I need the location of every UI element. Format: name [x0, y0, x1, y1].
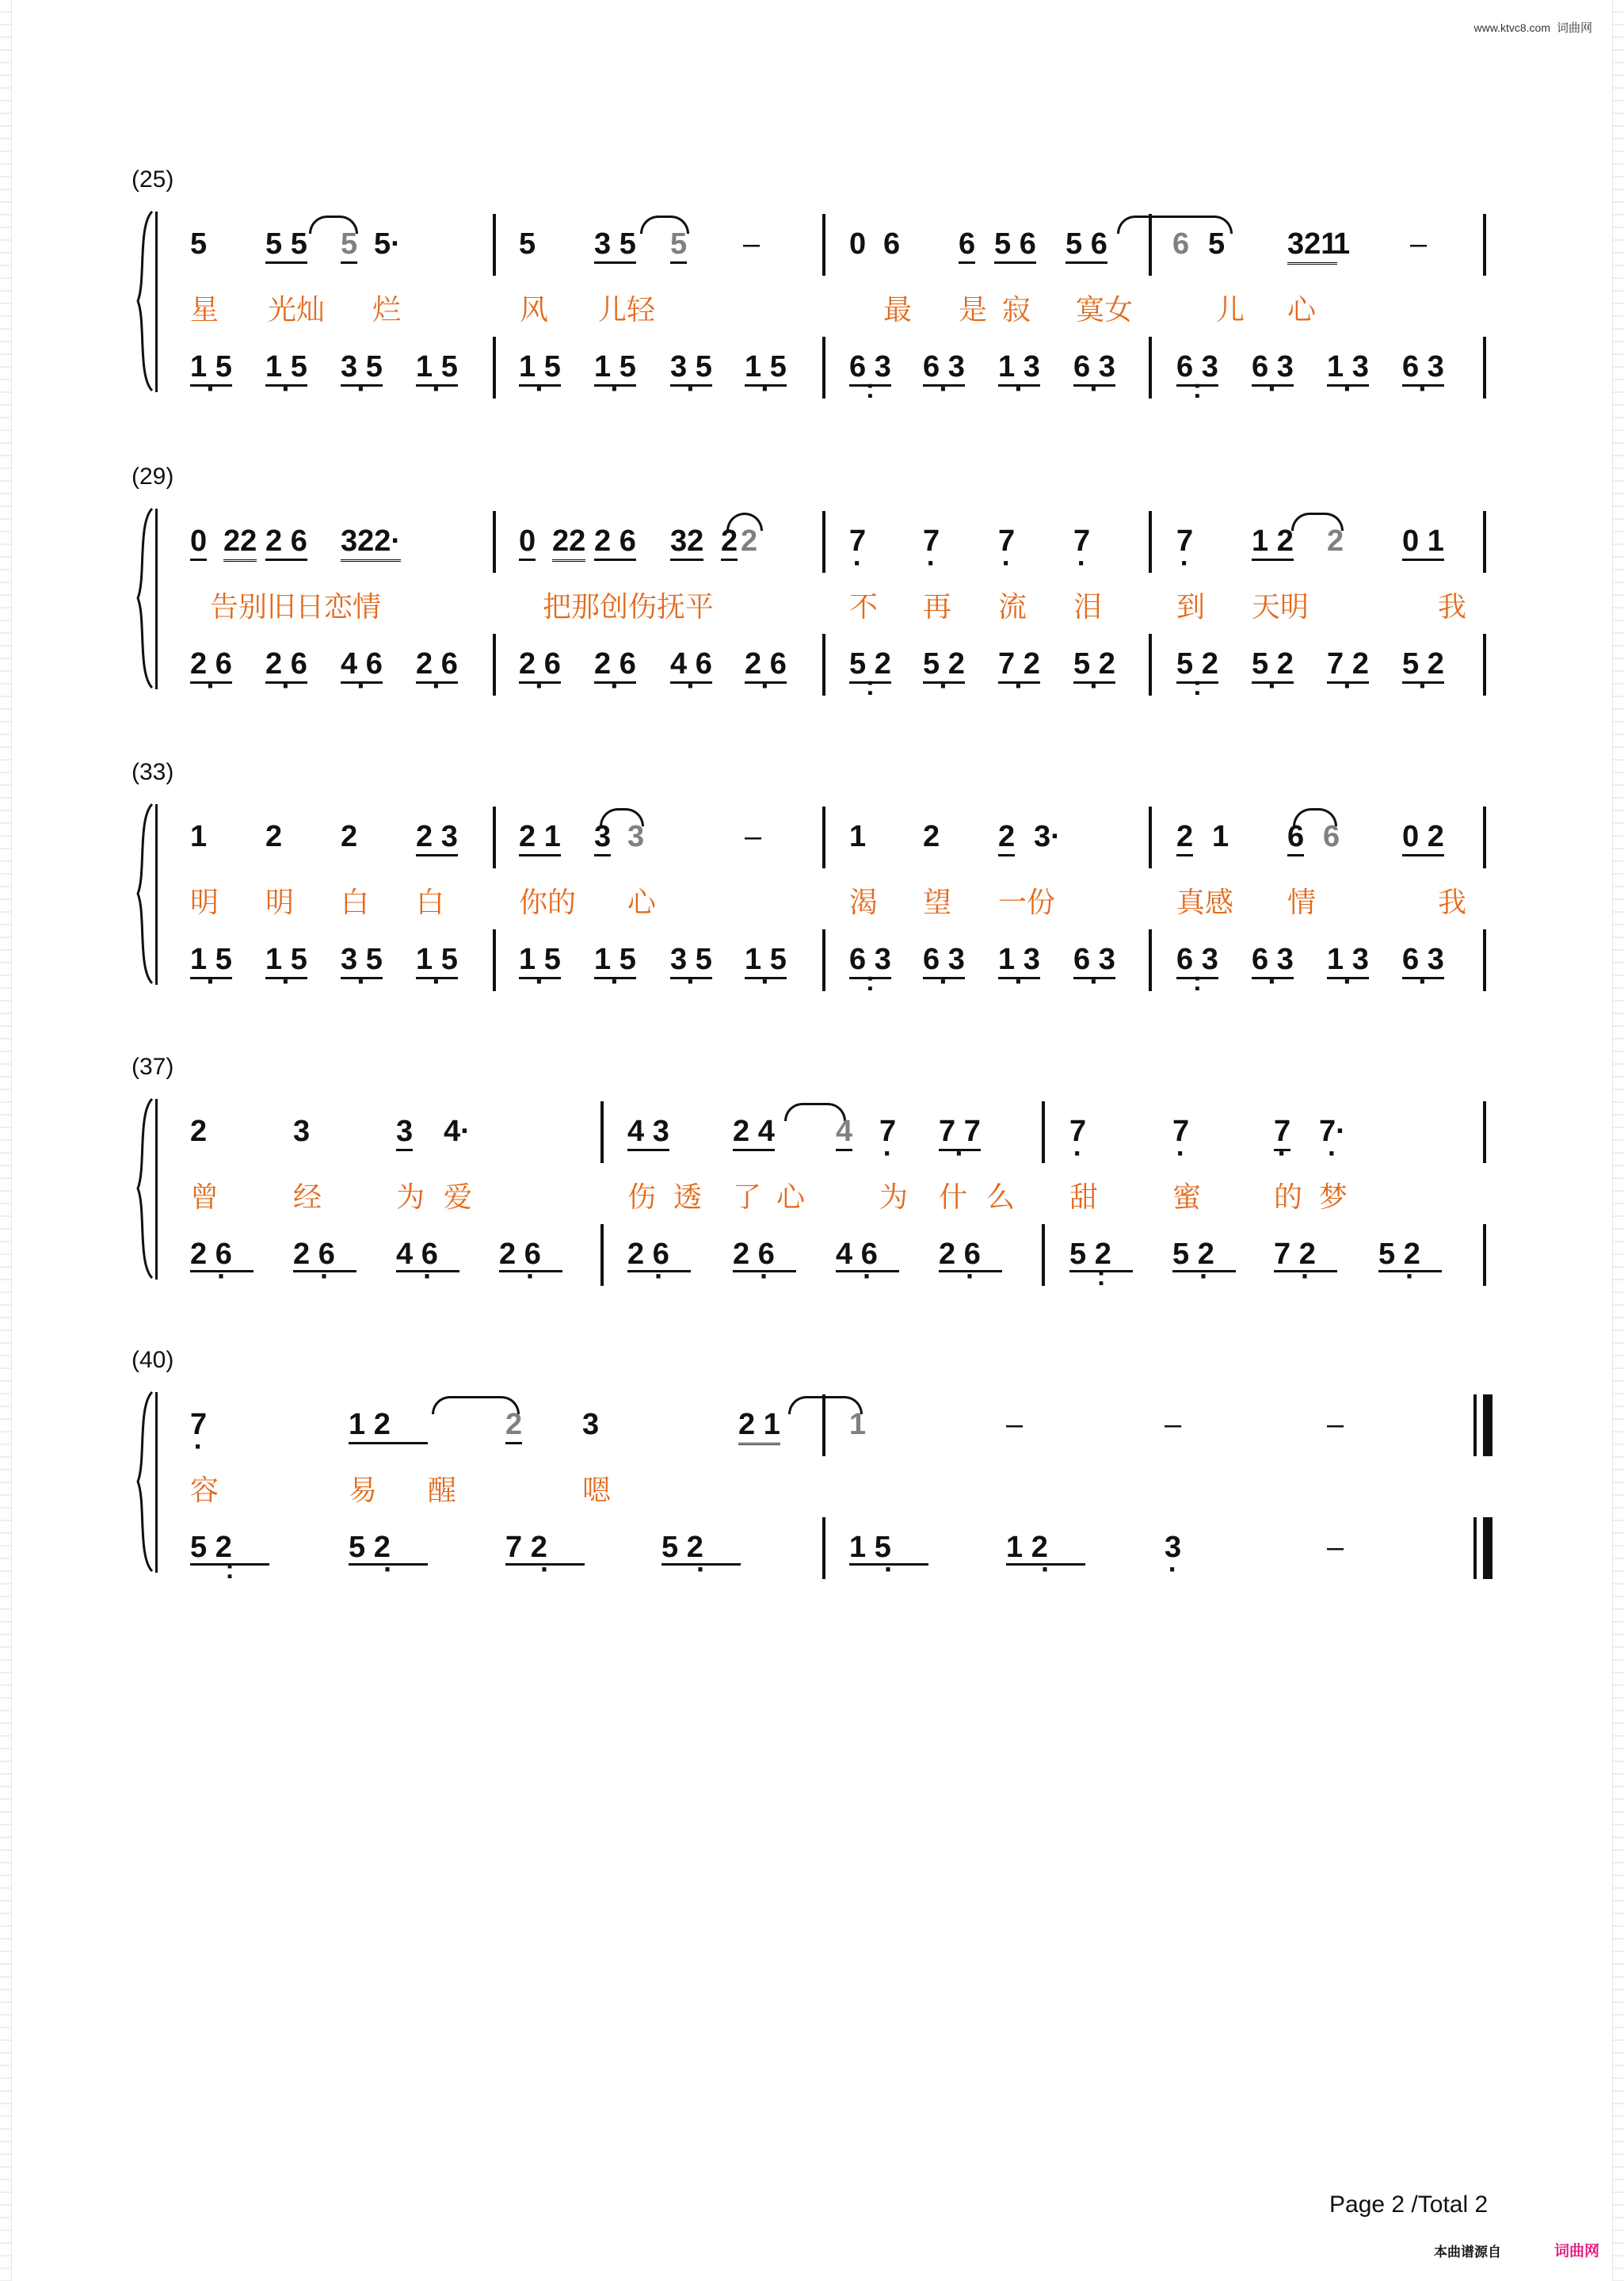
lyric: 梦 — [1319, 1181, 1348, 1214]
note: 2 — [190, 1115, 208, 1148]
note: 5 2 · — [1252, 648, 1294, 684]
note: 7 · — [1176, 525, 1193, 557]
note: 5 2 : — [1176, 648, 1218, 684]
note: 2 6 · — [265, 648, 307, 684]
barline — [1149, 929, 1152, 991]
note: 1 5 · — [416, 944, 458, 979]
dash: – — [1165, 1408, 1182, 1441]
lyric-line — [127, 578, 1489, 626]
site-name: 词曲网 — [1556, 21, 1592, 35]
note: 2 6 · — [293, 1238, 356, 1272]
barline — [822, 807, 825, 868]
note: 6 3 : — [849, 351, 891, 387]
barline — [493, 511, 496, 573]
lyric: 容 — [190, 1474, 219, 1507]
note: 3 5 · — [670, 351, 712, 387]
note: 5 2 · — [923, 648, 965, 684]
barline — [822, 929, 825, 991]
note: 1 5 · — [265, 944, 307, 979]
note: 5· — [374, 227, 401, 261]
note: 22 — [552, 525, 585, 562]
barline — [1042, 1224, 1045, 1286]
note: 1 3 · — [1327, 944, 1369, 979]
note: 5 — [519, 227, 536, 261]
accompaniment-staff — [127, 929, 1489, 993]
measure-number: (29) — [132, 463, 174, 490]
note: 1 — [190, 820, 208, 853]
final-barline-thin — [1473, 1517, 1477, 1579]
lyric: 明 — [265, 887, 295, 919]
note: 6 3 · — [1402, 944, 1444, 979]
note: 2 6 · — [594, 648, 636, 684]
lyric: 白 — [341, 887, 370, 919]
note: 3 5 · — [670, 944, 712, 979]
note: 6 3 · — [1073, 944, 1115, 979]
note: 1 5 · — [416, 351, 458, 387]
barline — [493, 634, 496, 696]
lyric: 儿 — [1216, 294, 1245, 326]
note: 2 6 — [594, 525, 636, 561]
barline — [822, 1394, 825, 1456]
note: 7 · — [879, 1116, 896, 1147]
note: 5 — [670, 228, 687, 264]
lyric: 星 — [190, 294, 219, 326]
final-barline-thin — [1473, 1394, 1477, 1456]
source-note: 本曲谱源自 — [1434, 2245, 1501, 2260]
note: 7 · — [1172, 1116, 1189, 1147]
lyric: 了 — [733, 1181, 762, 1214]
note: 3 — [594, 821, 611, 856]
lyric: 为 — [879, 1181, 909, 1214]
note: 6 3 · — [1402, 351, 1444, 387]
barline — [1149, 807, 1152, 868]
note: 6 3 : — [1176, 944, 1218, 979]
note: 2 — [741, 524, 758, 558]
barline — [1483, 929, 1486, 991]
note: 5 6 — [1066, 228, 1107, 264]
lyric: 一份 — [998, 887, 1056, 919]
lyric: 么 — [986, 1181, 1016, 1214]
lyric: 心 — [1287, 294, 1317, 326]
note: 5 5 — [265, 228, 307, 264]
lyric: 甜 — [1069, 1181, 1099, 1214]
barline — [1149, 511, 1152, 573]
note: 5 — [341, 228, 357, 264]
barline — [822, 511, 825, 573]
lyric: 蜜 — [1172, 1181, 1202, 1214]
lyric: 易 — [349, 1474, 378, 1507]
note: 0 2 — [1402, 821, 1444, 856]
barline — [1483, 1224, 1486, 1286]
note: 6 — [883, 227, 901, 261]
lyric: 透 — [673, 1181, 703, 1214]
note: 3 — [396, 1116, 413, 1151]
note: 5 2 · — [1378, 1238, 1442, 1272]
accompaniment-staff — [127, 1224, 1489, 1287]
note: 1 5 · — [594, 351, 636, 387]
barline — [1483, 807, 1486, 868]
note: 3· — [1034, 820, 1061, 853]
note: 7 · — [923, 525, 940, 557]
note: 0 — [190, 525, 207, 561]
note: 1 5 · — [265, 351, 307, 387]
score-system-40 — [127, 1347, 1489, 1632]
note: 4· — [444, 1115, 471, 1148]
note: 6 3 · — [1073, 351, 1115, 387]
lyric: 烂 — [372, 294, 402, 326]
accompaniment-staff — [127, 337, 1489, 400]
note: 7 · — [1069, 1116, 1086, 1147]
note: 4 6 · — [341, 648, 383, 684]
lyric: 到 — [1176, 591, 1206, 624]
lyric: 泪 — [1073, 591, 1103, 624]
right-watermark-strip — [1612, 0, 1624, 2281]
note: 2 — [923, 820, 940, 853]
note: 5 — [190, 227, 208, 261]
barline — [1149, 337, 1152, 399]
lyric: 再 — [923, 591, 952, 624]
note: 6 — [1172, 227, 1190, 261]
dash: – — [1327, 1408, 1344, 1441]
note: 1 5 · — [745, 351, 787, 387]
note: 1 3 · — [998, 944, 1040, 979]
score-system-37 — [127, 1054, 1489, 1339]
melody-staff — [127, 1101, 1489, 1165]
note: 32 — [670, 525, 703, 561]
note: 1 — [849, 820, 867, 853]
measure-number: (40) — [132, 1347, 174, 1373]
note: 6 — [1323, 820, 1340, 853]
barline — [600, 1224, 604, 1286]
note: 7 7 · — [939, 1116, 981, 1151]
lyric-line — [127, 1169, 1489, 1216]
note: 0 1 — [1402, 525, 1444, 561]
note: 2 1 — [519, 821, 561, 856]
site-tag — [1474, 19, 1592, 36]
note: 1 5 · — [190, 351, 232, 387]
score-system-29 — [127, 463, 1489, 749]
note: 2 — [265, 820, 283, 853]
note: 0 — [849, 227, 867, 261]
lyric: 风 — [520, 294, 549, 326]
note: 3 · — [1165, 1531, 1181, 1563]
note: 2 6 · — [416, 648, 458, 684]
note: 6 3 · — [1252, 351, 1294, 387]
note: 2 6 · — [733, 1238, 796, 1272]
note: 6 — [959, 228, 975, 264]
note: 7 · — [1073, 525, 1090, 557]
note: 2 4 — [733, 1116, 775, 1151]
note: 7 · — [998, 525, 1015, 557]
measure-number: (33) — [132, 759, 174, 785]
note: 1 2 — [1252, 525, 1294, 561]
measure-number: (25) — [132, 166, 174, 193]
note: 5 2 · — [661, 1531, 741, 1566]
lyric: 儿轻 — [598, 294, 656, 326]
lyric: 天明 — [1252, 591, 1309, 624]
note: 2 6 · — [190, 1238, 254, 1272]
note: 4 3 — [627, 1116, 669, 1151]
note: 22 — [223, 525, 257, 562]
tie — [309, 216, 358, 234]
note: 2 — [1327, 524, 1344, 558]
lyric: 寞女 — [1076, 294, 1134, 326]
note: 6 3 : — [1176, 351, 1218, 387]
note: 1 2 — [349, 1409, 428, 1444]
note: 322· — [341, 525, 401, 562]
note: 5 2 · — [1172, 1238, 1236, 1272]
note: 2 6 · — [939, 1238, 1002, 1272]
note: 3 — [293, 1115, 311, 1148]
lyric: 我 — [1438, 591, 1467, 624]
final-barline-thick — [1483, 1517, 1492, 1579]
note: 6 3 · — [923, 944, 965, 979]
note: 3 — [582, 1408, 600, 1441]
dash: – — [743, 227, 761, 261]
lyric: 醒 — [428, 1474, 457, 1507]
lyric: 明 — [190, 887, 219, 919]
note: 2 — [341, 820, 358, 853]
page-indicator: Page 2 /Total 2 — [1329, 2191, 1489, 2218]
barline — [1483, 511, 1486, 573]
note: 7 · — [190, 1409, 207, 1440]
lyric: 光灿 — [268, 294, 326, 326]
note: 4 — [836, 1116, 852, 1151]
barline — [1483, 214, 1486, 276]
note: 6 3 : — [849, 944, 891, 979]
dash: – — [1410, 227, 1428, 261]
note: 1 — [1212, 820, 1229, 853]
lyric: 你的 — [519, 887, 577, 919]
barline — [1042, 1101, 1045, 1163]
note: 321 — [1287, 228, 1337, 265]
note: 7 2 · — [1274, 1238, 1337, 1272]
note: 2 6 · — [519, 648, 561, 684]
lyric: 告别旧日恋情 — [210, 591, 382, 624]
measure-number: (37) — [132, 1054, 174, 1080]
note: 7 2 · — [998, 648, 1040, 684]
barline — [600, 1101, 604, 1163]
note: 1 5 · — [849, 1531, 928, 1566]
note: 6 3 · — [923, 351, 965, 387]
barline — [1149, 214, 1152, 276]
note: 3 5 · — [341, 944, 383, 979]
barline — [493, 929, 496, 991]
barline — [493, 337, 496, 399]
melody-staff — [127, 214, 1489, 277]
left-watermark-strip — [0, 0, 12, 2281]
note: 1 2 · — [1006, 1531, 1085, 1566]
note: 3 5 · — [341, 351, 383, 387]
lyric: 心 — [627, 887, 657, 919]
tie — [640, 216, 689, 234]
note: 3 5 — [594, 228, 636, 264]
note: 4 6 · — [836, 1238, 899, 1272]
lyric: 真感 — [1176, 887, 1234, 919]
note: 5 — [1208, 227, 1226, 261]
dash: – — [1327, 1531, 1344, 1564]
site-url[interactable]: www.ktvc8.com — [1473, 21, 1550, 34]
lyric-line — [127, 874, 1489, 921]
lyric: 的 — [1274, 1181, 1303, 1214]
note: 6 — [1287, 821, 1304, 856]
barline — [822, 214, 825, 276]
note: 2 — [721, 525, 738, 561]
note: 5 2 · — [1402, 648, 1444, 684]
note: 2 — [1176, 821, 1193, 856]
accompaniment-staff — [127, 1517, 1489, 1581]
note: 2 6 — [265, 525, 307, 561]
note: 0 — [519, 525, 536, 561]
lyric-line — [127, 281, 1489, 329]
barline — [1483, 634, 1486, 696]
score-system-25 — [127, 166, 1489, 452]
note: 5 2 : — [1069, 1238, 1133, 1272]
barline — [822, 634, 825, 696]
lyric: 我 — [1438, 887, 1467, 919]
note: 5 2 · — [349, 1531, 428, 1566]
note: 7 2 · — [1327, 648, 1369, 684]
lyric: 望 — [923, 887, 952, 919]
barline — [1483, 337, 1486, 399]
note: 5 6 — [994, 228, 1036, 264]
dash: – — [745, 820, 762, 853]
lyric: 白 — [416, 887, 445, 919]
note: 7 2 · — [505, 1531, 585, 1566]
lyric: 爱 — [444, 1181, 473, 1214]
lyric-line — [127, 1462, 1489, 1509]
lyric: 嗯 — [582, 1474, 612, 1507]
lyric: 经 — [293, 1181, 322, 1214]
note: 7 · — [1274, 1116, 1290, 1151]
lyric: 流 — [998, 591, 1027, 624]
note: 7 · — [849, 525, 866, 557]
barline — [822, 337, 825, 399]
melody-staff — [127, 1394, 1489, 1458]
note: 1 5 · — [519, 351, 561, 387]
note: 2 6 · — [499, 1238, 562, 1272]
note: 1 5 · — [519, 944, 561, 979]
lyric: 渴 — [849, 887, 879, 919]
dash: – — [1006, 1408, 1024, 1441]
barline — [822, 1517, 825, 1579]
lyric: 不 — [849, 591, 879, 624]
lyric: 为 — [396, 1181, 425, 1214]
note: 5 2 · — [1073, 648, 1115, 684]
note: 2 6 · — [627, 1238, 691, 1272]
note: 4 6 · — [670, 648, 712, 684]
note: 4 6 · — [396, 1238, 459, 1272]
note: 1 3 · — [998, 351, 1040, 387]
note: 1 5 · — [594, 944, 636, 979]
note: 2 — [505, 1409, 522, 1444]
final-barline-thick — [1483, 1394, 1492, 1456]
lyric: 情 — [1287, 887, 1317, 919]
note: 2 — [998, 821, 1015, 856]
lyric: 寂 — [1002, 294, 1031, 326]
lyric: 是 — [959, 294, 988, 326]
lyric: 把那创伤抚平 — [543, 591, 715, 624]
score-system-33 — [127, 759, 1489, 1044]
note: 1 5 · — [190, 944, 232, 979]
note: 1 — [1333, 227, 1351, 261]
note: 2 6 · — [190, 648, 232, 684]
note: 2 1 — [738, 1409, 780, 1445]
barline — [493, 214, 496, 276]
note: 7· · — [1319, 1116, 1346, 1147]
barline — [1149, 634, 1152, 696]
barline — [1483, 1101, 1486, 1163]
note: 1 5 · — [745, 944, 787, 979]
note: 3 — [627, 820, 645, 853]
brand-logo[interactable]: 词曲网 — [1554, 2243, 1600, 2260]
lyric: 最 — [883, 294, 913, 326]
accompaniment-staff — [127, 634, 1489, 697]
lyric: 什 — [939, 1181, 968, 1214]
melody-staff — [127, 807, 1489, 870]
note: 1 3 · — [1327, 351, 1369, 387]
note: 6 3 · — [1252, 944, 1294, 979]
melody-staff — [127, 511, 1489, 574]
note: 1 — [849, 1408, 867, 1441]
lyric: 伤 — [627, 1181, 657, 1214]
lyric: 心 — [776, 1181, 806, 1214]
barline — [493, 807, 496, 868]
note: 2 6 · — [745, 648, 787, 684]
note: 2 3 — [416, 821, 458, 856]
note: 5 2 : — [849, 648, 891, 684]
lyric: 曾 — [190, 1181, 219, 1214]
note: 5 2 : — [190, 1531, 269, 1566]
